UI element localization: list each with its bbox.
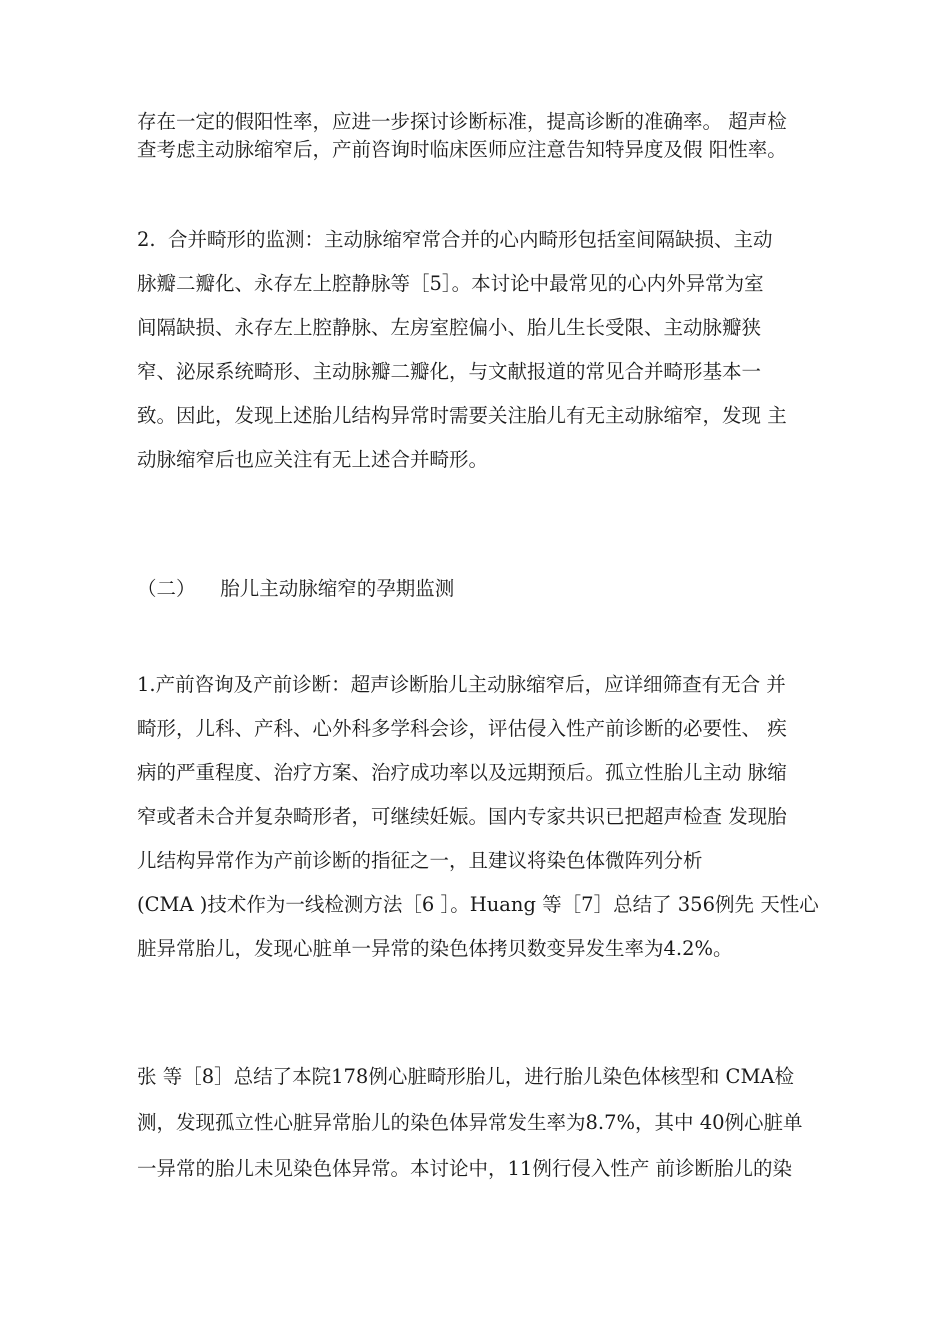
zhang-line-2: 测，发现孤立性心脏异常胎儿的染色体异常发生率为8.7%，其中 40例心脏单 bbox=[137, 1111, 803, 1134]
section-heading-2: （二） 胎儿主动脉缩窄的孕期监测 bbox=[137, 577, 455, 600]
section-2-line-4: 窄、泌尿系统畸形、主动脉瓣二瓣化，与文献报道的常见合并畸形基本一 bbox=[137, 360, 762, 383]
section-1-line-4: 窄或者未合并复杂畸形者，可继续妊娠。国内专家共识已把超声检查 发现胎 bbox=[137, 805, 787, 828]
section-2-line-3: 间隔缺损、永存左上腔静脉、左房室腔偏小、胎儿生长受限、主动脉瓣狭 bbox=[137, 316, 762, 339]
section-2-line-6: 动脉缩窄后也应关注有无上述合并畸形。 bbox=[137, 448, 489, 471]
section-1-line-1: 1.产前咨询及产前诊断：超声诊断胎儿主动脉缩窄后，应详细筛查有无合 并 bbox=[137, 673, 786, 696]
section-1-line-3: 病的严重程度、治疗方案、治疗成功率以及远期预后。孤立性胎儿主动 脉缩 bbox=[137, 761, 787, 784]
zhang-line-1: 张 等［8］总结了本院178例心脏畸形胎儿，进行胎儿染色体核型和 CMA检 bbox=[137, 1065, 794, 1088]
section-1-line-5: 儿结构异常作为产前诊断的指征之一，且建议将染色体微阵列分析 bbox=[137, 849, 703, 872]
section-1-line-2: 畸形，儿科、产科、心外科多学科会诊，评估侵入性产前诊断的必要性、 疾 bbox=[137, 717, 787, 740]
section-2-line-1: 2. 合并畸形的监测：主动脉缩窄常合并的心内畸形包括室间隔缺损、主动 bbox=[137, 228, 773, 251]
section-1-line-7: 脏异常胎儿，发现心脏单一异常的染色体拷贝数变异发生率为4.2%。 bbox=[137, 937, 733, 960]
intro-line-2: 查考虑主动脉缩窄后，产前咨询时临床医师应注意告知特异度及假 阳性率。 bbox=[137, 138, 787, 161]
intro-line-1: 存在一定的假阳性率，应进一步探讨诊断标准，提高诊断的准确率。 超声检 bbox=[137, 110, 787, 133]
section-2-line-2: 脉瓣二瓣化、永存左上腔静脉等［5］。本讨论中最常见的心内外异常为室 bbox=[137, 272, 764, 295]
section-1-line-6: (CMA )技术作为一线检测方法［6 ］。Huang 等［7］总结了 356例先 天性心 bbox=[137, 893, 819, 916]
section-2-line-5: 致。因此，发现上述胎儿结构异常时需要关注胎儿有无主动脉缩窄，发现 主 bbox=[137, 404, 787, 427]
zhang-line-3: 一异常的胎儿未见染色体异常。本讨论中，11例行侵入性产 前诊断胎儿的染 bbox=[137, 1157, 793, 1180]
